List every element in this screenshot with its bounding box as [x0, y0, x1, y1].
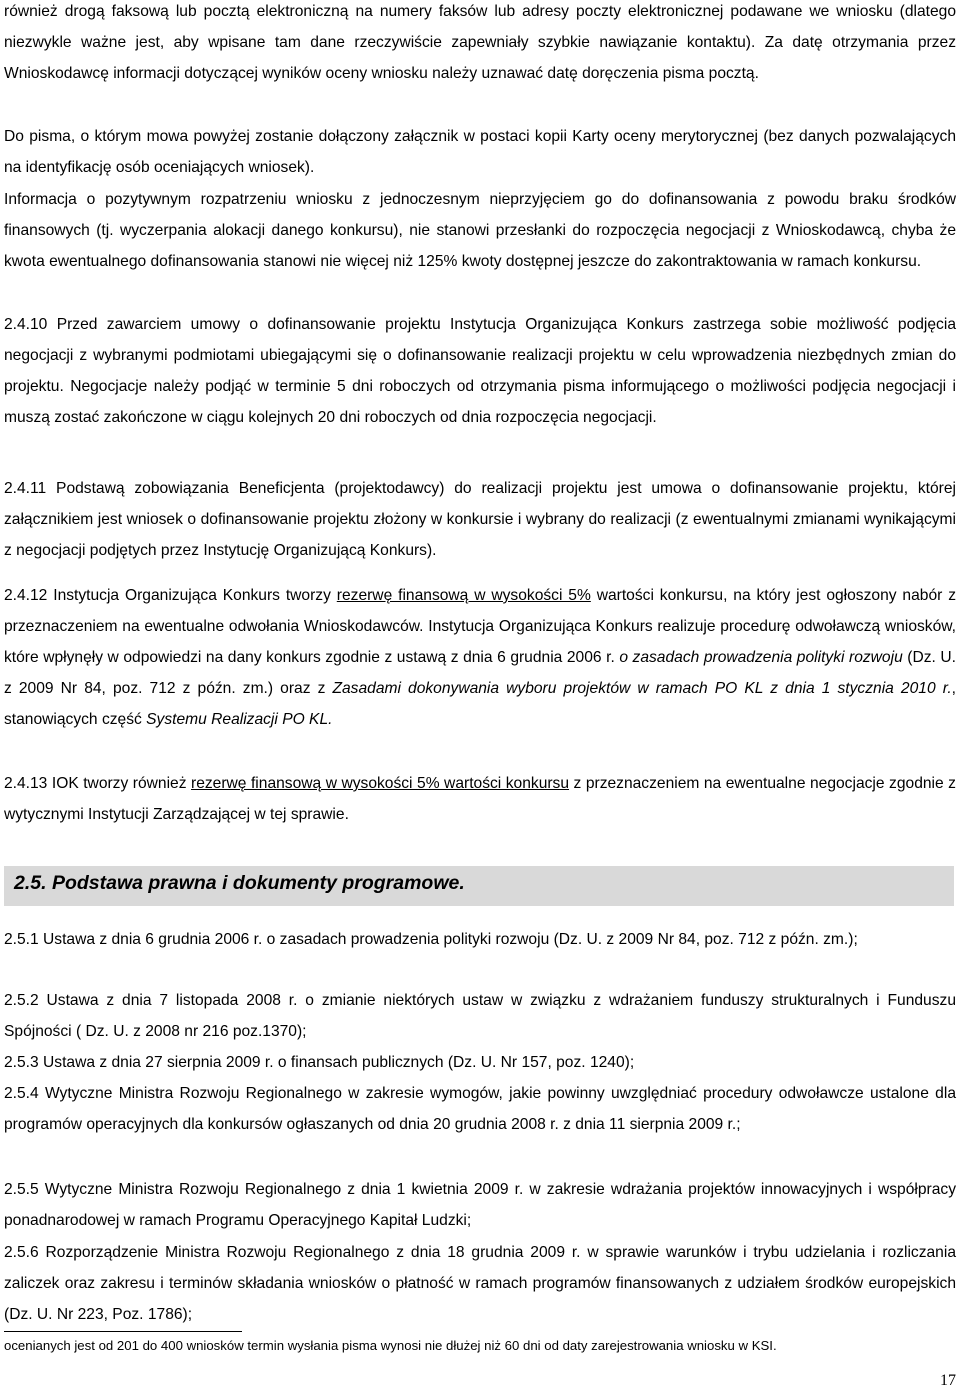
legal-item: 2.5.2 Ustawa z dnia 7 listopada 2008 r. o zmianie niektórych ustaw w związku z wdrażaniem funduszy strukturalnych i Funduszu Spójności ( Dz. U. z 2008 nr 216 poz.1370); [4, 992, 956, 1040]
legal-item: 2.5.5 Wytyczne Ministra Rozwoju Regionalnego z dnia 1 kwietnia 2009 r. w zakresie wdrażania projektów innowacyjnych i współpracy ponadnarodowej w ramach Programu Operacyjnego Kapitał Ludzki; [4, 1181, 956, 1229]
text-run: z przeznaczeniem na ewentualne negocjacje zgodnie z wytycznymi Instytucji Zarządzającej w tej sprawie. [4, 775, 956, 823]
italic-rules-title: Zasadami dokonywania wyboru projektów w ramach PO KL z dnia 1 stycznia 2010 r. [332, 680, 952, 697]
text-run: 2.4.12 Instytucja Organizująca Konkurs tworzy [4, 587, 337, 604]
legal-item: 2.5.1 Ustawa z dnia 6 grudnia 2006 r. o zasadach prowadzenia polityki rozwoju (Dz. U. z 2009 Nr 84, poz. 712 z późn. zm.); [4, 931, 858, 948]
text-run: 2.4.13 IOK tworzy również [4, 775, 192, 792]
legal-item: 2.5.3 Ustawa z dnia 27 sierpnia 2009 r. o finansach publicznych (Dz. U. Nr 157, poz. 1240); [4, 1054, 635, 1071]
italic-system-title: Systemu Realizacji PO KL. [146, 711, 333, 728]
paragraph-2-4-13 [4, 768, 956, 830]
paragraph-2-4-10: 2.4.10 Przed zawarciem umowy o dofinansowanie projektu Instytucja Organizująca Konkurs zastrzega sobie możliwość podjęcia negocjacji z wybranymi podmiotami ubiegającymi się o dofinansowanie realizacji projektu w celu wprowadzenia niezbędnych zmian do projektu. Negocjacje należy podjąć w terminie 5 dni roboczych od otrzymania pisma informującego o możliwości podjęcia negocjacji i muszą zostać zakończone w ciągu kolejnych 20 dni roboczych od dnia rozpoczęcia negocjacji. [4, 316, 956, 426]
footnote-text: ocenianych jest od 201 do 400 wniosków termin wysłania pisma wynosi nie dłużej niż 60 dni od daty zarejestrowania wniosku w KSI. [4, 1338, 777, 1353]
paragraph-2-4-11: 2.4.11 Podstawą zobowiązania Beneficjenta (projektodawcy) do realizacji projektu jest umowa o dofinansowanie projektu, której załącznikiem jest wniosek o dofinansowanie projektu złożony w konkursie i wybrany do realizacji (z ewentualnymi zmianami wynikającymi z negocjacji podjętych przez Instytucję Organizującą Konkurs). [4, 480, 956, 559]
section-heading [4, 866, 954, 906]
legal-item: 2.5.4 Wytyczne Ministra Rozwoju Regionalnego w zakresie wymogów, jakie powinny uwzględniać procedury odwoławcze ustalone dla programów operacyjnych dla konkursów ogłaszanych od dnia 20 grudnia 2008 r. z dnia 11 sierpnia 2009 r.; [4, 1085, 956, 1133]
text-run: (Dz. U. z 2009 Nr 84, poz. 712 z późn. zm.) oraz z [4, 649, 957, 697]
paragraph-attachment: Do pisma, o którym mowa powyżej zostanie dołączony załącznik w postaci kopii Karty oceny merytorycznej (bez danych pozwalających na identyfikację osób oceniających wniosek). [4, 128, 956, 176]
paragraph-2-4-12 [4, 580, 956, 735]
page-number: 17 [940, 1372, 956, 1389]
underlined-reserve: rezerwę finansową w wysokości 5% wartości konkursu [191, 775, 570, 792]
legal-item: 2.5.6 Rozporządzenie Ministra Rozwoju Regionalnego z dnia 18 grudnia 2009 r. w sprawie warunków i trybu udzielania i rozliczania zaliczek oraz zakresu i terminów składania wniosków o płatność w ramach programów finansowanych z udziałem środków europejskich (Dz. U. Nr 223, Poz. 1786); [4, 1244, 956, 1323]
italic-act-title: o zasadach prowadzenia polityki rozwoju [619, 649, 903, 666]
footnote-divider [4, 1331, 242, 1332]
paragraph-contact-info: również drogą faksową lub pocztą elektroniczną na numery faksów lub adresy poczty elektronicznej podawane we wniosku (dlatego niezwykle ważne jest, aby wpisane tam dane rzeczywiście zapewniały szybkie nawiązanie kontaktu). Za datę otrzymania przez Wnioskodawcę informacji dotyczącej wyników oceny wniosku należy uznawać datę doręczenia pisma pocztą. [4, 3, 956, 82]
text-run: wartości konkursu, na który jest ogłoszony nabór z przeznaczeniem na ewentualne odwołania Wnioskodawców. Instytucja Organizująca Konkurs realizuje procedurę odwoławczą wniosków, które wpłynęły w odpowiedzi na dany konkurs zgodnie z ustawą z dnia 6 grudnia 2006 r. [4, 587, 956, 666]
section-title: 2.5. Podstawa prawna i dokumenty programowe. [14, 872, 465, 894]
paragraph-positive-review: Informacja o pozytywnym rozpatrzeniu wniosku z jednoczesnym nieprzyjęciem go do dofinansowania z powodu braku środków finansowych (tj. wyczerpania alokacji danego konkursu), nie stanowi przesłanki do rozpoczęcia negocjacji z Wnioskodawcą, chyba że kwota ewentualnego dofinansowania stanowi nie więcej niż 125% kwoty dostępnej jeszcze do zakontraktowania w ramach konkursu. [4, 191, 956, 270]
underlined-reserve: rezerwę finansową w wysokości 5% [336, 587, 591, 604]
text-run: , stanowiących część [4, 680, 956, 728]
